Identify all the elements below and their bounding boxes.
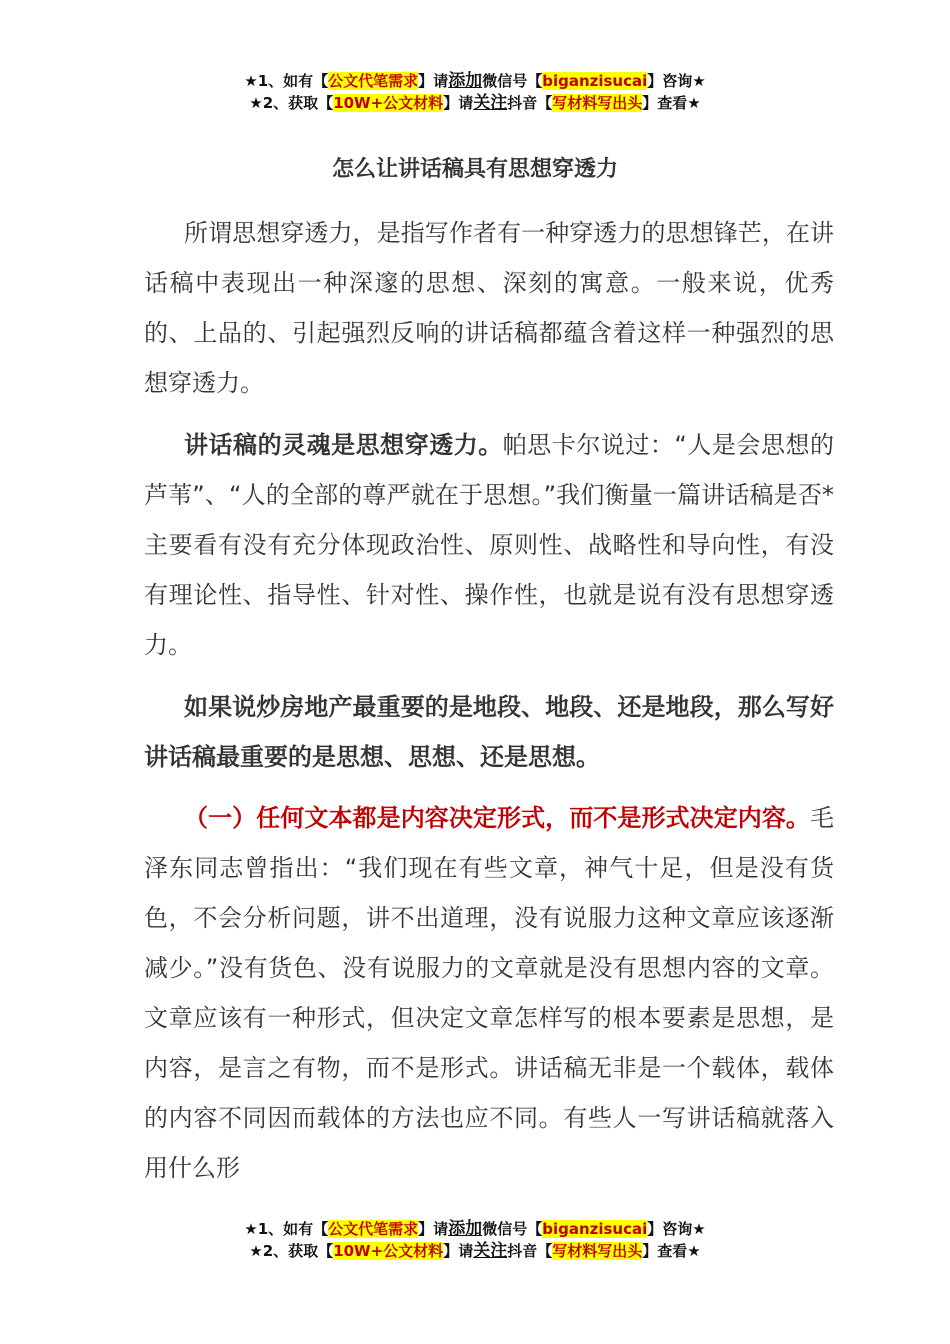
promo-text: 】查看★ <box>642 1242 701 1260</box>
paragraph-2-text: 帕思卡尔说过：“人是会思想的芦苇”、“人的全部的尊严就在于思想。”我们衡量一篇讲话稿是否*主要看有没有充分体现政治性、原则性、战略性和导向性，有没有理论性、指导性、针对性、操作性，也就是说有没有思想穿透力。 <box>144 431 834 659</box>
promo-text: 】咨询★ <box>647 1220 706 1238</box>
promo-text: 】请 <box>443 1242 474 1260</box>
promo-text: ★2、获取【 <box>249 1242 334 1260</box>
promo-text: ★1、如有【 <box>244 72 329 90</box>
paragraph-1: 所谓思想穿透力，是指写作者有一种穿透力的思想锋芒，在讲话稿中表现出一种深邃的思想、深刻的寓意。一般来说，优秀的、上品的、引起强烈反响的讲话稿都蕴含着这样一种强烈的思想穿透力。 <box>144 219 834 397</box>
promo-underline: 关注 <box>473 1241 508 1261</box>
promo-text: 抖音【 <box>507 1242 553 1260</box>
promo-text: 】请 <box>418 1220 449 1238</box>
paragraph-2-lead: 讲话稿的灵魂是思想穿透力。 <box>184 431 503 459</box>
promo-line-1 <box>0 70 950 92</box>
document-body <box>144 208 834 1205</box>
promo-line-2 <box>0 92 950 114</box>
promo-line-2 <box>0 1240 950 1262</box>
promo-highlight: 10W+公文材料 <box>333 94 444 112</box>
promo-highlight: 公文代笔需求 <box>328 72 419 90</box>
douyin-name: 写材料写出头 <box>552 1242 643 1260</box>
promo-text: 】查看★ <box>642 94 701 112</box>
paragraph-4-text: 毛泽东同志曾指出：“我们现在有些文章，神气十足，但是没有货色，不会分析问题，讲不出道理，没有说服力这种文章应该逐渐减少。”没有货色、没有说服力的文章就是没有思想内容的文章。文章应该有一种形式，但决定文章怎样写的根本要素是思想，是内容，是言之有物，而不是形式。讲话稿无非是一个载体，载体的内容不同因而载体的方法也应不同。有些人一写讲话稿就落入用什么形 <box>144 804 834 1182</box>
promo-text: 微信号【 <box>482 72 543 90</box>
promo-text: ★2、获取【 <box>249 94 334 112</box>
wechat-id: biganzisucai <box>542 1220 648 1238</box>
promo-underline: 添加 <box>448 1219 483 1239</box>
paragraph-2 <box>144 420 834 670</box>
promo-underline: 关注 <box>473 93 508 113</box>
promo-text: 】咨询★ <box>647 72 706 90</box>
promo-text: 】请 <box>418 72 449 90</box>
promo-text: 】请 <box>443 94 474 112</box>
promo-header <box>0 70 950 114</box>
section-heading-1: （一）任何文本都是内容决定形式，而不是形式决定内容。 <box>184 804 810 832</box>
promo-text: ★1、如有【 <box>244 1220 329 1238</box>
paragraph-3: 如果说炒房地产最重要的是地段、地段、还是地段，那么写好讲话稿最重要的是思想、思想、还是思想。 <box>144 693 834 771</box>
promo-line-1 <box>0 1218 950 1240</box>
douyin-name: 写材料写出头 <box>552 94 643 112</box>
promo-footer <box>0 1218 950 1262</box>
promo-highlight: 10W+公文材料 <box>333 1242 444 1260</box>
paragraph-4 <box>144 793 834 1193</box>
document-title: 怎么让讲话稿具有思想穿透力 <box>331 157 618 182</box>
promo-highlight: 公文代笔需求 <box>328 1220 419 1238</box>
promo-text: 抖音【 <box>507 94 553 112</box>
promo-text: 微信号【 <box>482 1220 543 1238</box>
wechat-id: biganzisucai <box>542 72 648 90</box>
promo-underline: 添加 <box>448 71 483 91</box>
